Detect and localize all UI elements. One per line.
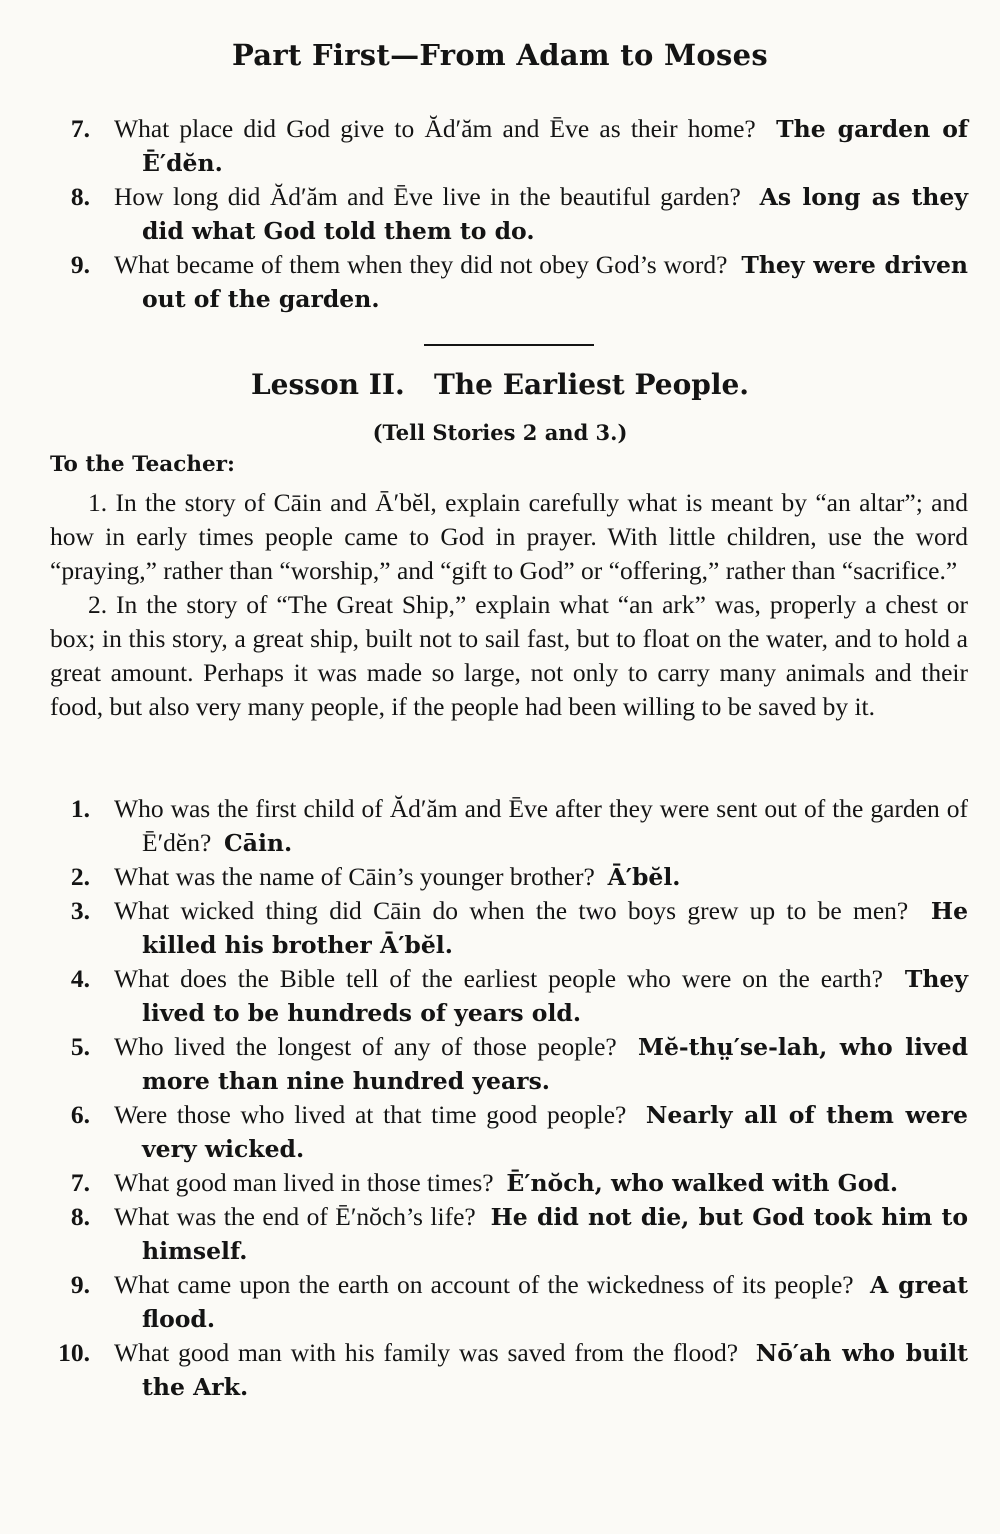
question-text: Were those who lived at that time good people?: [114, 1100, 627, 1129]
question-item: [50, 1268, 968, 1336]
question-text: How long did Ăd′ăm and Ēve live in the beautiful garden?: [114, 182, 741, 211]
question-number: 8.: [70, 182, 90, 211]
teacher-note-paragraph: 1. In the story of Cāin and Ā′bĕl, explain carefully what is meant by “an altar”; and how in early times people came to God in prayer. With little children, use the word “praying,” rather than “worship,” and “gift to God” or “offering,” rather than “sacrifice.”: [50, 488, 968, 585]
question-text: What does the Bible tell of the earliest people who were on the earth?: [114, 964, 884, 993]
question-item: [50, 1098, 968, 1166]
answer-text: As long as they did what God told them to do.: [142, 183, 968, 245]
question-text: What wicked thing did Cāin do when the two boys grew up to be men?: [114, 896, 909, 925]
answer-text: They lived to be hundreds of years old.: [142, 965, 969, 1027]
lesson-title: Lesson II. The Earliest People.: [250, 368, 750, 401]
running-head: Part First—From Adam to Moses: [231, 38, 769, 72]
answer-text: Ē′nŏch, who walked with God.: [506, 1169, 899, 1197]
question-item: [50, 1200, 968, 1268]
question-number: 8.: [70, 1202, 90, 1231]
question-number: 5.: [70, 1032, 90, 1061]
top-question-list: [50, 112, 968, 316]
teacher-note-paragraph: 2. In the story of “The Great Ship,” explain what “an ark” was, properly a chest or box; in this story, a great ship, built not to sail fast, but to float on the water, and to hold a great amount. Perhaps it was made so large, not only to carry many animals and their food, but also very many people, if the people had been willing to be saved by it.: [50, 590, 968, 721]
question-number: 4.: [70, 964, 90, 993]
question-number: 10.: [58, 1338, 90, 1367]
answer-text: Nearly all of them were very wicked.: [142, 1101, 969, 1163]
teacher-heading: To the Teacher:: [50, 452, 235, 477]
question-number: 7.: [70, 1168, 90, 1197]
question-item: [50, 1030, 968, 1098]
answer-text: The garden of Ē′dĕn.: [142, 115, 968, 177]
teacher-notes: [50, 486, 968, 724]
question-item: [50, 962, 968, 1030]
question-number: 6.: [70, 1100, 90, 1129]
question-text: What good man with his family was saved from the flood?: [114, 1338, 739, 1367]
question-number: 7.: [70, 114, 90, 143]
question-text: What good man lived in those times?: [114, 1168, 494, 1197]
question-text: Who lived the longest of any of those people?: [114, 1032, 617, 1061]
lesson-subtitle: (Tell Stories 2 and 3.): [372, 420, 628, 445]
question-text: What became of them when they did not obey God’s word?: [114, 250, 728, 279]
question-item: [50, 894, 968, 962]
question-text: What came upon the earth on account of the wickedness of its people?: [114, 1270, 854, 1299]
lesson-question-list: [50, 792, 968, 1404]
answer-text: Ā′bĕl.: [607, 863, 681, 891]
question-number: 2.: [70, 862, 90, 891]
question-text: What was the name of Cāin’s younger brother?: [114, 862, 595, 891]
question-number: 9.: [70, 1270, 90, 1299]
question-item: [50, 860, 968, 894]
answer-text: Cāin.: [224, 829, 293, 857]
question-number: 9.: [70, 250, 90, 279]
question-item: [50, 1166, 968, 1200]
question-item: [50, 180, 968, 248]
question-item: [50, 248, 968, 316]
answer-text: A great flood.: [142, 1271, 969, 1333]
question-text: What was the end of Ē′nŏch’s life?: [114, 1202, 476, 1231]
section-divider: [424, 344, 594, 346]
answer-text: Mĕ-thṳ′se-lah, who lived more than nine hundred years.: [142, 1033, 968, 1095]
question-item: [50, 792, 968, 860]
answer-text: He killed his brother Ā′bĕl.: [142, 897, 969, 959]
question-number: 3.: [70, 896, 90, 925]
answer-text: They were driven out of the garden.: [142, 251, 968, 313]
question-number: 1.: [70, 794, 90, 823]
question-item: [50, 1336, 968, 1404]
question-text: What place did God give to Ăd′ăm and Ēve as their home?: [114, 114, 756, 143]
question-item: [50, 112, 968, 180]
answer-text: He did not die, but God took him to himself.: [142, 1203, 968, 1265]
answer-text: Nō′ah who built the Ark.: [142, 1339, 968, 1401]
question-text: Who was the first child of Ăd′ăm and Ēve after they were sent out of the garden of Ē′dĕn?: [114, 794, 968, 857]
